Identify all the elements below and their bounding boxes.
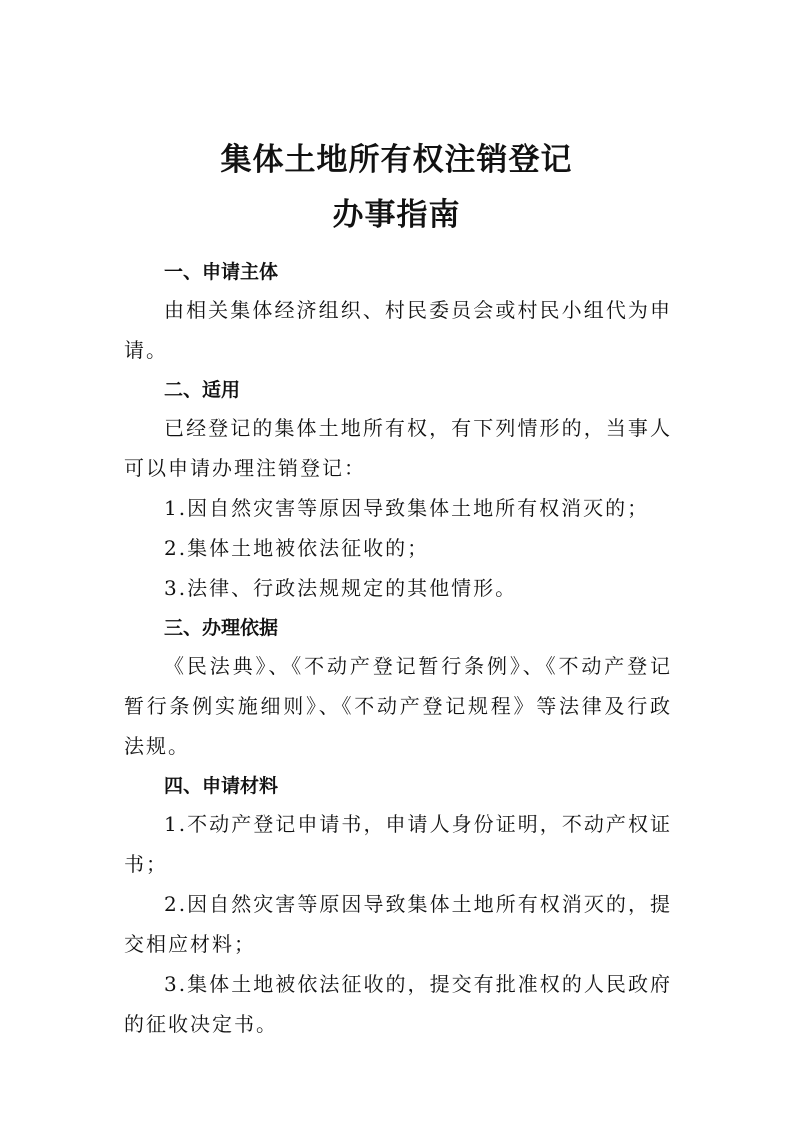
document-title: 集体土地所有权注销登记 [220,142,573,178]
list-item: 3.集体土地被依法征收的，提交有批准权的人民政府的征收决定书。 [124,972,672,1036]
section-heading: 二、适用 [164,379,241,401]
section-applicant [124,254,672,370]
paragraph: 由相关集体经济组织、村民委员会或村民小组代为申请。 [124,298,672,362]
section-heading: 三、办理依据 [164,617,279,639]
list-item: 1.因自然灾害等原因导致集体土地所有权消灭的； [164,496,650,520]
list-item: 3.法律、行政法规规定的其他情形。 [164,576,518,600]
section-legal-basis [124,610,672,766]
list-item: 2.集体土地被依法征收的； [164,536,430,560]
section-heading: 四、申请材料 [164,775,279,797]
section-heading: 一、申请主体 [164,261,279,283]
paragraph: 《民法典》、《不动产登记暂行条例》、《不动产登记暂行条例实施细则》、《不动产登记规程》等法律及行政法规。 [124,654,672,758]
list-item: 1.不动产登记申请书，申请人身份证明，不动产权证书； [124,812,672,876]
document-body [124,254,672,1044]
section-applicability [124,372,672,608]
paragraph: 已经登记的集体土地所有权，有下列情形的，当事人可以申请办理注销登记： [124,416,672,480]
list-item: 2.因自然灾害等原因导致集体土地所有权消灭的，提交相应材料； [124,892,672,956]
section-materials [124,768,672,1044]
document-subtitle: 办事指南 [332,197,461,233]
